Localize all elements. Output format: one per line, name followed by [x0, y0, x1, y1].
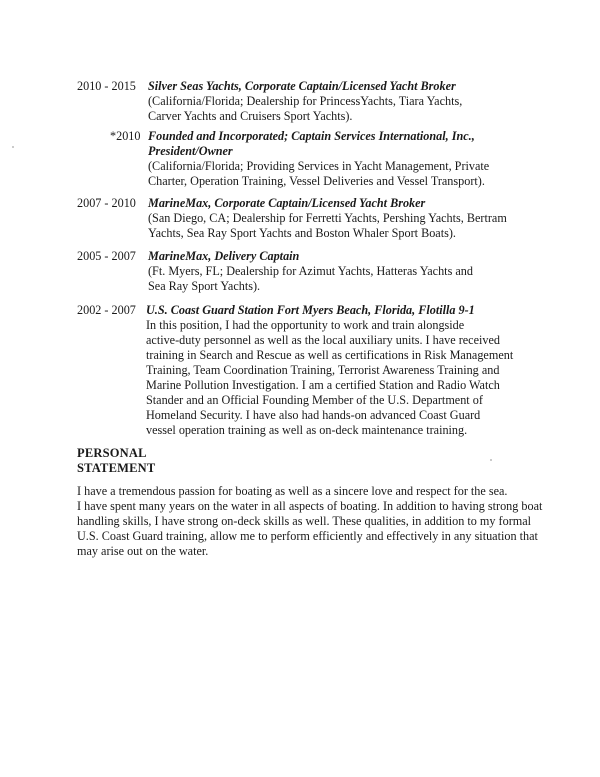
entry-date: 2007 - 2010	[77, 196, 136, 210]
statement-line: I have spent many years on the water in all aspects of boating. In addition to having strong boat	[77, 499, 543, 513]
entry-line: vessel operation training as well as on-deck maintenance training.	[146, 423, 468, 437]
entry-date: 2010 - 2015	[77, 79, 136, 93]
entry-line: Stander and an Official Founding Member of the U.S. Department of	[146, 393, 483, 407]
statement-line: may arise out on the water.	[77, 544, 209, 558]
entry-body	[146, 303, 513, 438]
entry-title: Founded and Incorporated; Captain Services International, Inc.,	[148, 129, 475, 143]
entry-line: (San Diego, CA; Dealership for Ferretti Yachts, Pershing Yachts, Bertram	[148, 211, 507, 225]
statement-line: U.S. Coast Guard training, allow me to perform efficiently and effectively in any situation that	[77, 529, 538, 543]
entry-line: Yachts, Sea Ray Sport Yachts and Boston Whaler Sport Boats).	[148, 226, 456, 240]
entry-date: *2010	[110, 129, 141, 143]
entry-body	[148, 249, 473, 294]
entry-line: (California/Florida; Providing Services in Yacht Management, Private	[148, 159, 490, 173]
section-heading-line: STATEMENT	[77, 461, 156, 475]
entry-date: 2002 - 2007	[77, 303, 136, 317]
personal-statement-body	[77, 484, 547, 559]
entry-title: MarineMax, Delivery Captain	[148, 249, 300, 263]
entry-line: active-duty personnel as well as the local auxiliary units. I have received	[146, 333, 500, 347]
entry-line: Training, Team Coordination Training, Terrorist Awareness Training and	[146, 363, 500, 377]
entry-line: Charter, Operation Training, Vessel Deliveries and Vessel Transport).	[148, 174, 485, 188]
statement-line: handling skills, I have strong on-deck skills as well. These qualities, in addition to my formal	[77, 514, 532, 528]
entry-line: (California/Florida; Dealership for PrincessYachts, Tiara Yachts,	[148, 94, 463, 108]
entry-body	[148, 79, 462, 124]
entry-title-continued: President/Owner	[148, 144, 233, 158]
entry-title: U.S. Coast Guard Station Fort Myers Beach, Florida, Flotilla 9-1	[146, 303, 475, 317]
scan-speck	[490, 459, 492, 461]
entry-line: In this position, I had the opportunity to work and train alongside	[146, 318, 465, 332]
scan-speck	[12, 146, 14, 148]
entry-line: (Ft. Myers, FL; Dealership for Azimut Yachts, Hatteras Yachts and	[148, 264, 473, 278]
entry-date: 2005 - 2007	[77, 249, 136, 263]
entry-title: Silver Seas Yachts, Corporate Captain/Licensed Yacht Broker	[148, 79, 456, 93]
entry-line: Carver Yachts and Cruisers Sport Yachts).	[148, 109, 353, 123]
entry-line: training in Search and Rescue as well as certifications in Risk Management	[146, 348, 514, 362]
entry-title: MarineMax, Corporate Captain/Licensed Yacht Broker	[148, 196, 426, 210]
section-heading	[77, 446, 155, 476]
entry-line: Homeland Security. I have also had hands-on advanced Coast Guard	[146, 408, 481, 422]
entry-body	[148, 196, 507, 241]
entry-body	[148, 129, 489, 189]
entry-line: Sea Ray Sport Yachts).	[148, 279, 261, 293]
section-heading-line: PERSONAL	[77, 446, 147, 460]
entry-line: Marine Pollution Investigation. I am a certified Station and Radio Watch	[146, 378, 500, 392]
statement-line: I have a tremendous passion for boating as well as a sincere love and respect for the sea.	[77, 484, 508, 498]
